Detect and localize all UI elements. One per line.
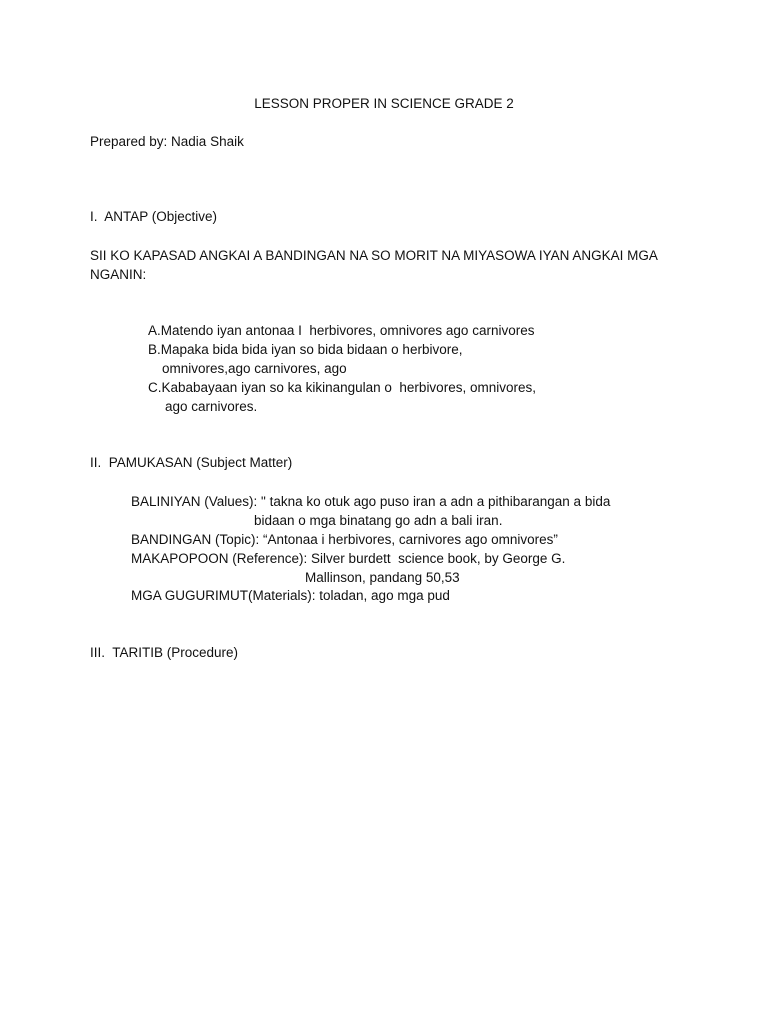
- objective-b-line-2: omnivores,ago carnivores, ago: [162, 361, 347, 376]
- objective-b-line-1: B.Mapaka bida bida iyan so bida bidaan o herbivore,: [148, 342, 463, 357]
- prepared-by: Prepared by: Nadia Shaik: [90, 134, 244, 149]
- values-line-2: bidaan o mga binatang go adn a bali iran.: [254, 513, 503, 528]
- objective-c-line-1: C.Kababayaan iyan so ka kikinangulan o herbivores, omnivores,: [148, 380, 536, 395]
- document-title: LESSON PROPER IN SCIENCE GRADE 2: [254, 96, 514, 111]
- objective-c-line-2: ago carnivores.: [165, 399, 258, 414]
- objective-statement-line-1: SII KO KAPASAD ANGKAI A BANDINGAN NA SO MORIT NA MIYASOWA IYAN ANGKAI MGA: [90, 248, 658, 263]
- section-2-heading: II. PAMUKASAN (Subject Matter): [90, 455, 293, 470]
- objective-statement-line-2: NGANIN:: [90, 267, 147, 282]
- reference-line-2: Mallinson, pandang 50,53: [305, 570, 460, 585]
- materials-line: MGA GUGURIMUT(Materials): toladan, ago mga pud: [131, 588, 450, 603]
- reference-line-1: MAKAPOPOON (Reference): Silver burdett science book, by George G.: [131, 551, 566, 566]
- topic-line: BANDINGAN (Topic): “Antonaa i herbivores, carnivores ago omnivores”: [131, 532, 558, 547]
- section-3-heading: III. TARITIB (Procedure): [90, 645, 239, 660]
- section-1-heading: I. ANTAP (Objective): [90, 209, 218, 224]
- values-line-1: BALINIYAN (Values): " takna ko otuk ago puso iran a adn a pithibarangan a bida: [131, 494, 611, 509]
- objective-a: A.Matendo iyan antonaa I herbivores, omnivores ago carnivores: [148, 323, 535, 338]
